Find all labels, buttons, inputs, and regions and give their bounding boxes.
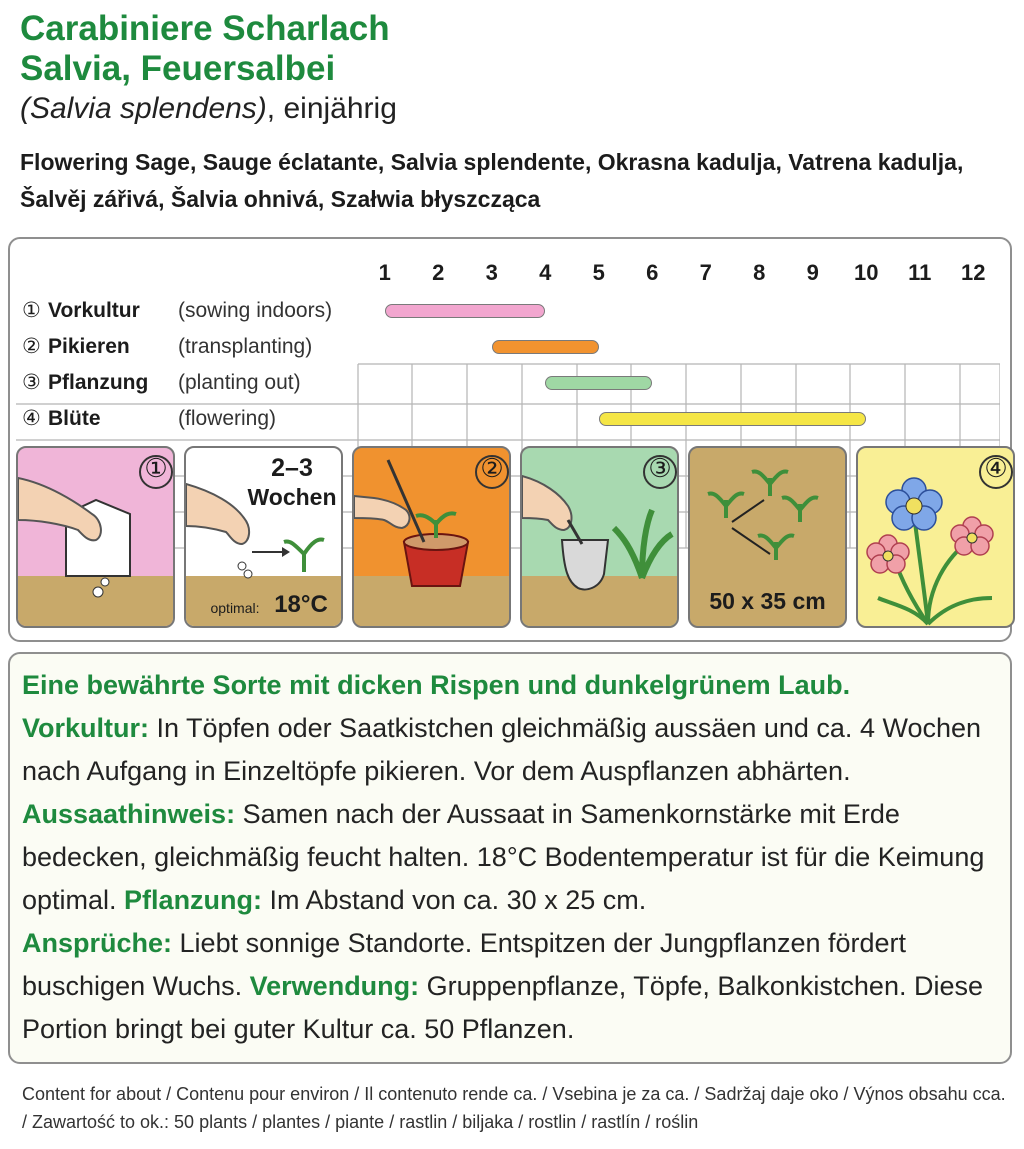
calendar-row-3 xyxy=(22,365,301,401)
optimal-temperature: 18°C xyxy=(274,591,328,618)
row-number: ③ xyxy=(22,371,41,394)
calendar-row-4 xyxy=(22,401,277,437)
latin-suffix: , einjährig xyxy=(266,92,397,125)
ansprueche-label: Ansprüche: xyxy=(22,928,173,958)
bar-pflanzung xyxy=(545,376,652,390)
vorkultur-text: In Töpfen oder Saatkistchen gleichmäßig aussäen und ca. 4 Wochen nach Aufgang in Einzeltöpfe pikieren. Vor dem Auspflanzen abhärten. xyxy=(22,713,982,786)
title-line-2: Salvia, Feuersalbei xyxy=(20,49,336,88)
spacing-label: 50 x 35 cm xyxy=(709,588,826,614)
latin-name-line xyxy=(20,92,397,126)
calendar-row-1 xyxy=(22,293,333,329)
month-12: 12 xyxy=(961,260,986,285)
row-translation: (planting out) xyxy=(178,371,301,394)
row-number: ④ xyxy=(22,407,41,430)
month-9: 9 xyxy=(806,260,819,285)
common-names: Flowering Sage, Sauge éclatante, Salvia splendente, Okrasna kadulja, Vatrena kadulja, Šalvěj zářivá, Šalvia ohnivá, Szałwia błyszcząca xyxy=(20,149,964,212)
optimal-label: optimal: xyxy=(210,600,260,616)
headline: Eine bewährte Sorte mit dicken Rispen und dunkelgrünem Laub. xyxy=(22,670,851,700)
verwendung-text: Gruppenpflanze, Töpfe, Balkonkistchen. Diese Portion bringt bei guter Kultur ca. 50 Pflanzen. xyxy=(22,971,983,1044)
aussaat-label: Aussaathinweis: xyxy=(22,799,236,829)
calendar-row-2 xyxy=(22,329,313,365)
tile-sowing xyxy=(16,446,175,628)
month-1: 1 xyxy=(378,260,391,285)
month-8: 8 xyxy=(753,260,766,285)
weeks-word: Wochen xyxy=(247,484,337,510)
aussaat-text: Samen nach der Aussaat in Samenkornstärke mit Erde bedecken, gleichmäßig feucht halten. 18°C Bodentemperatur ist für die Keimung optimal. xyxy=(22,799,985,915)
row-translation: (sowing indoors) xyxy=(178,299,333,322)
month-6: 6 xyxy=(646,260,659,285)
step-3-number: ③ xyxy=(648,453,672,483)
latin-name: (Salvia splendens) xyxy=(20,92,267,125)
month-10: 10 xyxy=(854,260,879,285)
footer-note: Content for about / Contenu pour environ / Il contenuto rende ca. / Vsebina je za ca. / Sadržaj daje oko / Výnos obsahu cca. / Zawartość to ok.: 50 plants / plantes / piante / rastlin / biljaka / rostlin / rastlín / roślin xyxy=(22,1084,1006,1132)
vorkultur-label: Vorkultur: xyxy=(22,713,149,743)
weeks-range: 2–3 xyxy=(271,454,313,482)
row-label: Vorkultur xyxy=(48,299,140,322)
tile-flowering xyxy=(856,446,1015,628)
month-5: 5 xyxy=(592,260,605,285)
info-panel xyxy=(8,652,1012,1064)
step-1-number: ① xyxy=(144,453,168,483)
calendar-rows xyxy=(16,253,1000,443)
row-label: Pflanzung xyxy=(48,371,149,394)
month-2: 2 xyxy=(432,260,445,285)
row-number: ① xyxy=(22,299,41,322)
bar-blüte xyxy=(599,412,867,426)
row-label: Blüte xyxy=(48,407,101,430)
row-translation: (transplanting) xyxy=(178,335,313,358)
ansprueche-text: Liebt sonnige Standorte. Entspitzen der Jungpflanzen fördert buschigen Wuchs. xyxy=(22,928,907,1001)
verwendung-label: Verwendung: xyxy=(249,971,420,1001)
step-2-number: ② xyxy=(480,453,504,483)
month-11: 11 xyxy=(908,260,932,285)
calendar-panel xyxy=(8,237,1012,642)
tile-planting-out xyxy=(520,446,679,628)
month-3: 3 xyxy=(485,260,498,285)
pflanzung-text: Im Abstand von ca. 30 x 25 cm. xyxy=(262,885,647,915)
step-4-number: ④ xyxy=(984,453,1008,483)
bar-vorkultur xyxy=(385,304,546,318)
row-number: ② xyxy=(22,335,41,358)
title-line-1: Carabiniere Scharlach xyxy=(20,9,390,48)
tile-germination xyxy=(184,446,343,628)
month-4: 4 xyxy=(539,260,552,285)
tile-spacing xyxy=(688,446,847,628)
month-7: 7 xyxy=(699,260,712,285)
pflanzung-label: Pflanzung: xyxy=(124,885,263,915)
info-text xyxy=(22,664,1002,1051)
bar-pikieren xyxy=(492,340,599,354)
tile-transplanting xyxy=(352,446,511,628)
row-label: Pikieren xyxy=(48,335,130,358)
row-translation: (flowering) xyxy=(178,407,277,430)
